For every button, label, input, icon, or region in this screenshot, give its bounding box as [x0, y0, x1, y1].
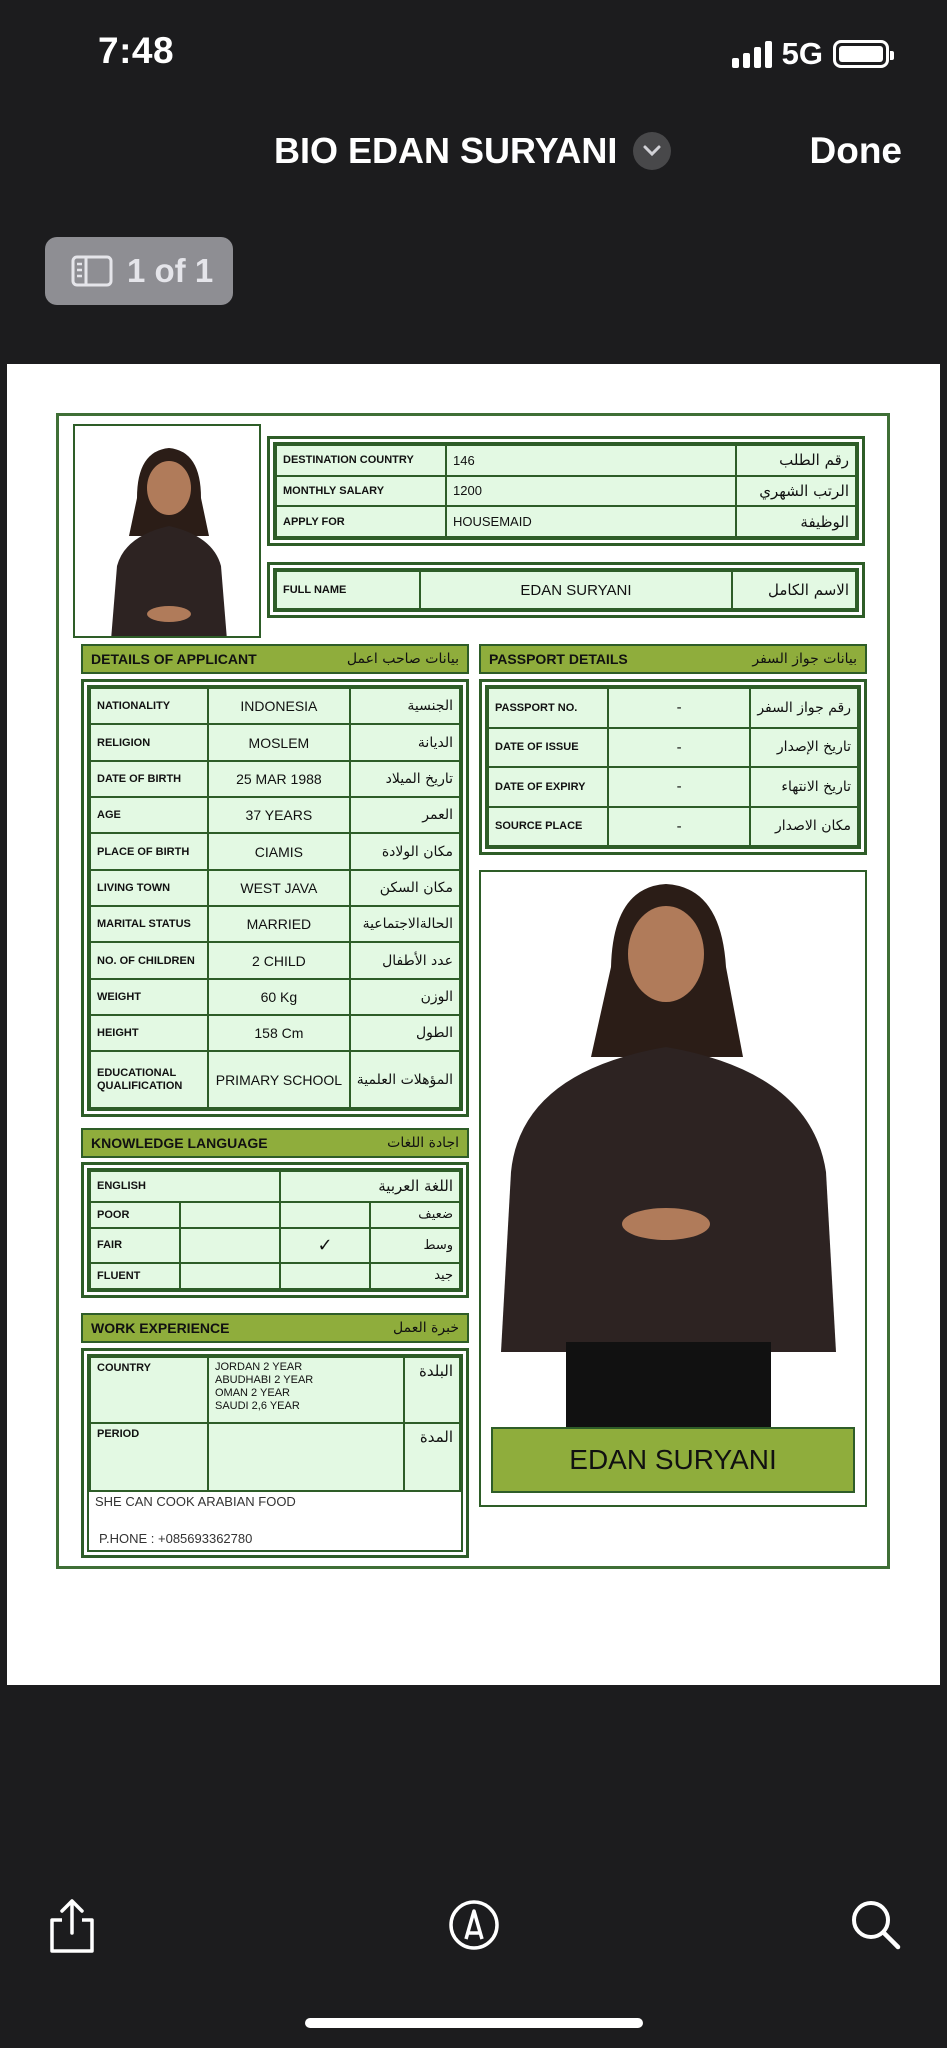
field-label: DATE OF ISSUE [488, 728, 608, 768]
field-value: - [608, 807, 750, 847]
field-label: APPLY FOR [276, 506, 446, 537]
countries-list [208, 1357, 404, 1423]
field-label-arabic: البلدة [404, 1357, 460, 1423]
field-label-arabic: الاسم الكامل [732, 571, 856, 609]
field-value: MOSLEM [208, 724, 350, 760]
field-label: POOR [90, 1202, 180, 1228]
field-label-arabic: العمر [350, 797, 460, 833]
table-row [90, 906, 460, 942]
check-mark [280, 1263, 370, 1289]
field-label: SOURCE PLACE [488, 807, 608, 847]
field-value: 2 CHILD [208, 942, 350, 978]
applicant-details-header [81, 644, 469, 674]
share-button[interactable] [42, 1895, 102, 1955]
field-label: DATE OF EXPIRY [488, 767, 608, 807]
table-row [488, 688, 858, 728]
field-label: PASSPORT NO. [488, 688, 608, 728]
search-button[interactable] [846, 1895, 906, 1955]
table-row [90, 1051, 460, 1108]
table-row [276, 445, 856, 476]
field-label-arabic: الوزن [350, 979, 460, 1015]
table-row [488, 728, 858, 768]
table-row [276, 476, 856, 507]
section-title-arabic: بيانات صاحب اعمل [346, 651, 459, 667]
check-mark [280, 1202, 370, 1228]
table-row [90, 688, 460, 724]
network-label: 5G [781, 36, 823, 71]
field-label: COUNTRY [90, 1357, 208, 1423]
country-item: ABUDHABI 2 YEAR [215, 1374, 314, 1386]
field-label-arabic: الطول [350, 1015, 460, 1051]
table-row [90, 870, 460, 906]
field-label: NO. OF CHILDREN [90, 942, 208, 978]
table-row [488, 767, 858, 807]
home-indicator [305, 2018, 643, 2028]
field-label: FAIR [90, 1228, 180, 1263]
work-note: SHE CAN COOK ARABIAN FOOD [95, 1494, 296, 1509]
field-label-arabic: اللغة العربية [280, 1171, 460, 1202]
field-label-arabic: وسط [370, 1228, 460, 1263]
markup-button[interactable] [444, 1895, 504, 1955]
section-title: DETAILS OF APPLICANT [91, 651, 257, 667]
field-value: WEST JAVA [208, 870, 350, 906]
field-label-arabic: رقم جواز السفر [750, 688, 858, 728]
field-label-arabic: رقم الطلب [736, 445, 856, 476]
field-label-arabic: مكان الولادة [350, 833, 460, 869]
applicant-photo-small [73, 424, 261, 638]
document-title: BIO EDAN SURYANI [274, 130, 618, 171]
language-table [81, 1162, 469, 1298]
field-value: 158 Cm [208, 1015, 350, 1051]
table-row [488, 807, 858, 847]
field-value: 1200 [446, 476, 736, 507]
field-label-arabic: الوظيفة [736, 506, 856, 537]
passport-details-table [479, 679, 867, 855]
field-label: ENGLISH [90, 1171, 280, 1202]
field-label-arabic: تاريخ الانتهاء [750, 767, 858, 807]
document-title-menu[interactable] [274, 130, 671, 172]
empty-cell [180, 1202, 280, 1228]
top-info-table [267, 436, 865, 546]
field-label-arabic: مكان الاصدار [750, 807, 858, 847]
table-row [90, 1228, 460, 1263]
field-label: NATIONALITY [90, 688, 208, 724]
field-label-arabic: تاريخ الإصدار [750, 728, 858, 768]
applicant-details-table [81, 679, 469, 1117]
field-value: - [608, 728, 750, 768]
status-icons [732, 36, 889, 72]
field-label: PLACE OF BIRTH [90, 833, 208, 869]
field-value: 60 Kg [208, 979, 350, 1015]
field-value: - [608, 767, 750, 807]
field-value: 25 MAR 1988 [208, 761, 350, 797]
empty-cell [180, 1228, 280, 1263]
field-label-arabic: ضعيف [370, 1202, 460, 1228]
field-label-arabic: الحالةالاجتماعية [350, 906, 460, 942]
table-row [90, 979, 460, 1015]
field-value: HOUSEMAID [446, 506, 736, 537]
period-value [208, 1423, 404, 1491]
table-row [90, 1423, 460, 1491]
field-label-arabic: المدة [404, 1423, 460, 1491]
name-banner: EDAN SURYANI [491, 1427, 855, 1493]
section-title: PASSPORT DETAILS [489, 651, 628, 667]
table-row [90, 1015, 460, 1051]
field-label: DATE OF BIRTH [90, 761, 208, 797]
field-label: MONTHLY SALARY [276, 476, 446, 507]
country-item: OMAN 2 YEAR [215, 1387, 290, 1399]
table-row [276, 571, 856, 609]
field-value: INDONESIA [208, 688, 350, 724]
done-button[interactable]: Done [809, 130, 902, 171]
field-value: PRIMARY SCHOOL [208, 1051, 350, 1108]
country-item: JORDAN 2 YEAR [215, 1361, 303, 1373]
field-label-arabic: الجنسية [350, 688, 460, 724]
full-name-table [267, 562, 865, 618]
field-label-arabic: الرتب الشهري [736, 476, 856, 507]
status-time: 7:48 [98, 30, 175, 71]
table-row [90, 761, 460, 797]
passport-details-header [479, 644, 867, 674]
section-title: WORK EXPERIENCE [91, 1320, 230, 1336]
field-value: 37 YEARS [208, 797, 350, 833]
work-experience-table [81, 1348, 469, 1558]
bio-form [56, 413, 890, 1569]
table-row [90, 1202, 460, 1228]
field-label-arabic: المؤهلات العلمية [350, 1051, 460, 1108]
field-label: FULL NAME [276, 571, 420, 609]
sidebar-icon [71, 255, 113, 287]
field-label: PERIOD [90, 1423, 208, 1491]
field-value: 146 [446, 445, 736, 476]
table-row [90, 724, 460, 760]
battery-icon [833, 40, 889, 68]
table-row [90, 1263, 460, 1289]
search-icon [846, 1895, 906, 1955]
field-label: DESTINATION COUNTRY [276, 445, 446, 476]
field-label: LIVING TOWN [90, 870, 208, 906]
field-value: CIAMIS [208, 833, 350, 869]
field-label: HEIGHT [90, 1015, 208, 1051]
phone-number: P.HONE : +085693362780 [99, 1531, 253, 1546]
table-row [90, 833, 460, 869]
check-mark: ✓ [280, 1228, 370, 1263]
page-indicator-label: 1 of 1 [127, 252, 214, 289]
field-label: RELIGION [90, 724, 208, 760]
table-row [90, 797, 460, 833]
applicant-photo-large [479, 870, 867, 1507]
table-row [90, 942, 460, 978]
document-page [7, 364, 940, 1685]
field-label: AGE [90, 797, 208, 833]
field-label: MARITAL STATUS [90, 906, 208, 942]
section-title-arabic: اجادة اللغات [387, 1135, 459, 1151]
empty-cell [180, 1263, 280, 1289]
field-label-arabic: عدد الأطفال [350, 942, 460, 978]
field-label: FLUENT [90, 1263, 180, 1289]
share-icon [42, 1895, 102, 1955]
markup-icon [444, 1895, 504, 1955]
field-label: WEIGHT [90, 979, 208, 1015]
field-label-arabic: الديانة [350, 724, 460, 760]
field-label: EDUCATIONAL QUALIFICATION [90, 1051, 208, 1108]
full-name-value: EDAN SURYANI [420, 571, 732, 609]
section-title-arabic: خبرة العمل [393, 1320, 459, 1336]
knowledge-language-header [81, 1128, 469, 1158]
field-value: MARRIED [208, 906, 350, 942]
table-row [276, 506, 856, 537]
country-item: SAUDI 2,6 YEAR [215, 1400, 300, 1412]
work-experience-header [81, 1313, 469, 1343]
field-value: - [608, 688, 750, 728]
table-row [90, 1171, 460, 1202]
signal-icon [732, 40, 772, 68]
field-label-arabic: مكان السكن [350, 870, 460, 906]
field-label-arabic: تاريخ الميلاد [350, 761, 460, 797]
section-title: KNOWLEDGE LANGUAGE [91, 1135, 268, 1151]
table-row [90, 1357, 460, 1423]
section-title-arabic: بيانات جواز السفر [752, 651, 857, 667]
page-indicator-button[interactable] [45, 237, 233, 305]
field-label-arabic: جيد [370, 1263, 460, 1289]
chevron-down-icon [633, 132, 671, 170]
